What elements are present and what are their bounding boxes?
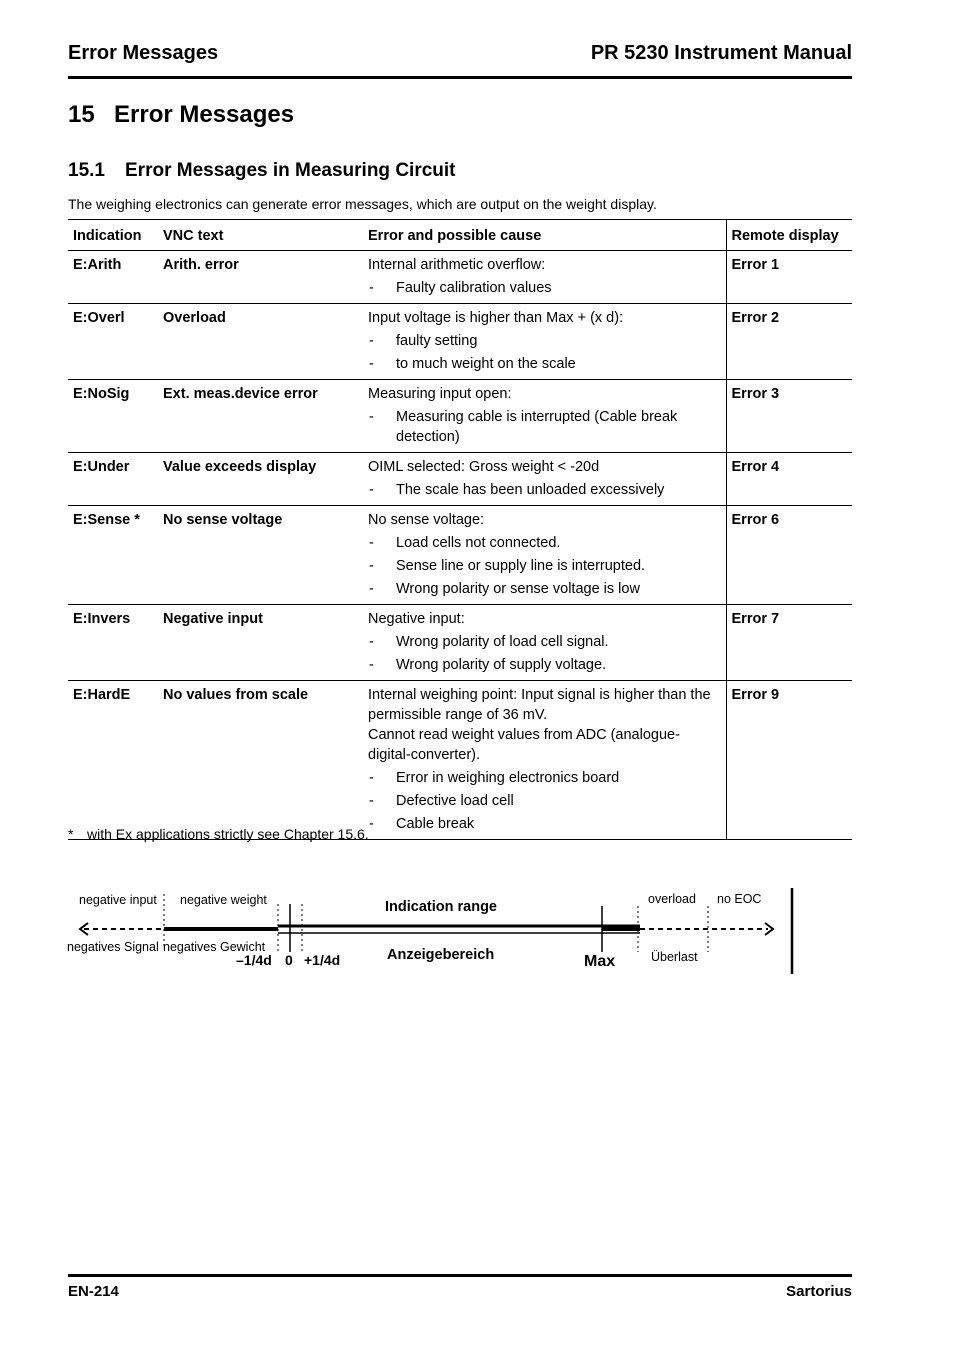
cause-description-secondary: Cannot read weight values from ADC (analogue-digital-converter).	[368, 727, 680, 763]
header-manual-title: PR 5230 Instrument Manual	[590, 42, 852, 64]
chapter-heading	[68, 101, 294, 129]
label-max: Max	[584, 953, 616, 970]
indication-cell: E:Invers	[68, 605, 158, 681]
error-messages-table	[68, 219, 852, 840]
vnc-text-cell: Overload	[158, 304, 363, 380]
cause-list	[368, 480, 721, 500]
cause-list-item: - faulty setting	[368, 331, 721, 351]
label-ueberlast: Überlast	[651, 950, 698, 964]
section-heading	[68, 160, 456, 182]
error-cause-cell	[363, 681, 726, 840]
chapter-title: Error Messages	[114, 101, 295, 128]
indication-cell: E:Sense *	[68, 506, 158, 605]
cause-list-item: - Defective load cell	[368, 791, 721, 811]
chapter-number: 15	[68, 101, 95, 128]
label-overload: overload	[648, 892, 696, 906]
cause-description: Internal arithmetic overflow:	[368, 257, 546, 273]
vnc-text-cell: Ext. meas.device error	[158, 380, 363, 453]
vnc-text-cell: No values from scale	[158, 681, 363, 840]
label-negative-weight: negative weight	[180, 893, 267, 907]
cause-list-item: - Cable break	[368, 814, 721, 834]
page-footer	[68, 1274, 852, 1300]
label-plus-quarter-d: +1/4d	[304, 952, 341, 968]
error-cause-cell	[363, 506, 726, 605]
page-header	[68, 40, 852, 79]
cause-list-item: - Wrong polarity or sense voltage is low	[368, 579, 721, 599]
cause-list-item: - Load cells not connected.	[368, 533, 721, 553]
column-header-vnc-text: VNC text	[158, 220, 363, 251]
header-section-title: Error Messages	[68, 42, 219, 64]
indication-range-diagram	[60, 880, 810, 980]
table-row	[68, 506, 852, 605]
cause-list	[368, 278, 721, 298]
remote-display-cell: Error 2	[726, 304, 852, 380]
label-zero: 0	[285, 952, 293, 968]
vnc-text-cell: No sense voltage	[158, 506, 363, 605]
remote-display-cell: Error 7	[726, 605, 852, 681]
vnc-text-cell: Negative input	[158, 605, 363, 681]
cause-list	[368, 331, 721, 374]
error-cause-cell	[363, 605, 726, 681]
vnc-text-cell: Value exceeds display	[158, 453, 363, 506]
label-anzeigebereich: Anzeigebereich	[387, 947, 495, 963]
footnote-text: with Ex applications strictly see Chapter 15.6.	[87, 826, 369, 842]
table-header-row	[68, 220, 852, 251]
section-number: 15.1	[68, 160, 105, 181]
footnote-mark: *	[68, 826, 74, 842]
label-no-eoc: no EOC	[717, 892, 762, 906]
table-row	[68, 380, 852, 453]
indication-cell: E:NoSig	[68, 380, 158, 453]
label-negative-input: negative input	[79, 893, 157, 907]
cause-list	[368, 768, 721, 834]
indication-cell: E:Overl	[68, 304, 158, 380]
table-row	[68, 681, 852, 840]
cause-list	[368, 632, 721, 675]
error-cause-cell	[363, 380, 726, 453]
section-title: Error Messages in Measuring Circuit	[125, 160, 456, 181]
cause-description: Negative input:	[368, 611, 465, 627]
remote-display-cell: Error 1	[726, 251, 852, 304]
error-cause-cell	[363, 251, 726, 304]
remote-display-cell: Error 3	[726, 380, 852, 453]
column-header-error-cause: Error and possible cause	[363, 220, 726, 251]
indication-cell: E:Under	[68, 453, 158, 506]
indication-cell: E:HardE	[68, 681, 158, 840]
cause-list-item: - Measuring cable is interrupted (Cable break detection)	[368, 407, 721, 447]
error-cause-cell	[363, 304, 726, 380]
error-cause-cell	[363, 453, 726, 506]
label-minus-quarter-d: –1/4d	[236, 952, 272, 968]
remote-display-cell: Error 9	[726, 681, 852, 840]
cause-list-item: - The scale has been unloaded excessively	[368, 480, 721, 500]
cause-list	[368, 407, 721, 447]
cause-description: Measuring input open:	[368, 386, 512, 402]
cause-description: OIML selected: Gross weight < -20d	[368, 459, 600, 475]
cause-description: Input voltage is higher than Max + (x d):	[368, 310, 624, 326]
footer-brand: Sartorius	[786, 1283, 852, 1300]
cause-list-item: - Error in weighing electronics board	[368, 768, 721, 788]
column-header-indication: Indication	[68, 220, 158, 251]
cause-description: No sense voltage:	[368, 512, 485, 528]
vnc-text-cell: Arith. error	[158, 251, 363, 304]
table-row	[68, 251, 852, 304]
cause-list-item: - Wrong polarity of supply voltage.	[368, 655, 721, 675]
cause-description: Internal weighing point: Input signal is higher than the permissible range of 36 mV.	[368, 687, 711, 723]
remote-display-cell: Error 4	[726, 453, 852, 506]
table-row	[68, 453, 852, 506]
cause-list-item: - Wrong polarity of load cell signal.	[368, 632, 721, 652]
label-indication-range: Indication range	[385, 899, 497, 915]
cause-list	[368, 533, 721, 599]
indication-cell: E:Arith	[68, 251, 158, 304]
column-header-remote-display: Remote display	[726, 220, 852, 251]
table-row	[68, 304, 852, 380]
label-negatives-gewicht: negatives Gewicht	[163, 940, 266, 954]
intro-paragraph: The weighing electronics can generate error messages, which are output on the weight display.	[68, 196, 657, 212]
cause-list-item: - to much weight on the scale	[368, 354, 721, 374]
remote-display-cell: Error 6	[726, 506, 852, 605]
footnote	[68, 826, 369, 842]
page-number: EN-214	[68, 1283, 119, 1300]
table-row	[68, 605, 852, 681]
label-negatives-signal: negatives Signal	[67, 940, 159, 954]
cause-list-item: - Faulty calibration values	[368, 278, 721, 298]
cause-list-item: - Sense line or supply line is interrupted.	[368, 556, 721, 576]
